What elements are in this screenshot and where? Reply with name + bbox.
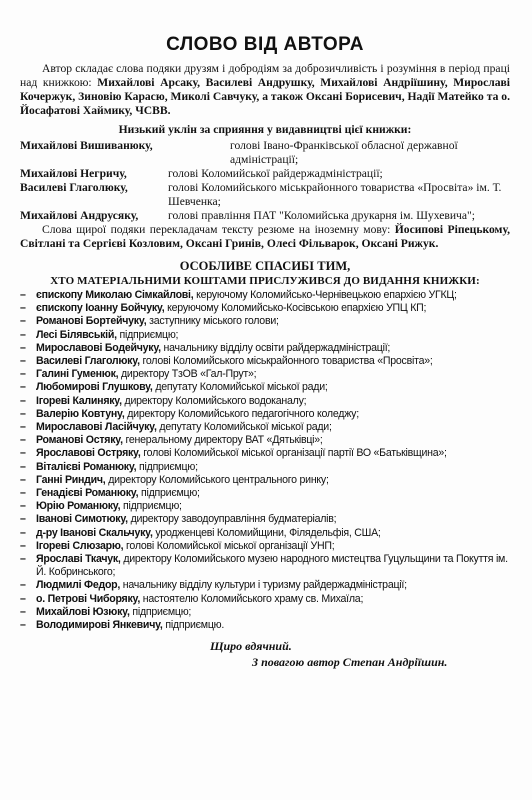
- dash-bullet-icon: –: [20, 315, 26, 328]
- donor-desc: депутату Коломийської міської ради;: [152, 381, 328, 394]
- donor-item: [20, 342, 510, 355]
- page-title: СЛОВО ВІД АВТОРА: [166, 34, 364, 55]
- donor-name: о. Петрові Чиборяку,: [36, 592, 141, 605]
- donor-desc: підприємцю;: [129, 605, 192, 618]
- donor-item: [20, 368, 510, 381]
- dash-bullet-icon: –: [20, 460, 26, 473]
- dash-bullet-icon: –: [20, 592, 26, 605]
- publisher-desc: голові Коломийської райдержадміністрації;: [168, 167, 383, 180]
- dash-bullet-icon: –: [20, 289, 26, 301]
- translators-names: Йосипові Ріпецькому, Світлані та Сергієві Козловим, Оксані Гринів, Олесі Фільварок, Оксані Рижук.: [20, 223, 510, 250]
- donor-desc: керуючому Коломийсько-Чернівецькою епархією УГКЦ;: [193, 289, 457, 301]
- donor-desc: голові Коломийської міської організації партії ВО «Батьківщина»;: [140, 447, 447, 460]
- donor-item: [20, 289, 510, 302]
- donor-name: Генадієві Романюку,: [36, 487, 139, 500]
- donor-name: Ігореві Калиняку,: [36, 394, 122, 407]
- donor-desc: голові Коломийської міської організації УНП;: [123, 539, 335, 552]
- donor-name: д-ру Іванові Скальчуку,: [36, 526, 153, 539]
- donor-name: Ярославові Остряку,: [36, 447, 141, 460]
- donor-item: [20, 500, 510, 513]
- donor-desc: заступнику міського голови;: [146, 315, 279, 328]
- donor-name: Валерію Ковтуну,: [36, 407, 125, 420]
- donor-item: [20, 408, 510, 421]
- donor-desc: начальнику відділу культури і туризму райдержадміністрації;: [120, 579, 407, 592]
- donor-item: [20, 513, 510, 526]
- donor-desc: начальнику відділу освіти райдержадміністрації;: [160, 341, 391, 354]
- donor-item: [20, 329, 510, 342]
- donor-name: Василеві Глаголюку,: [36, 355, 140, 368]
- dash-bullet-icon: –: [20, 434, 26, 447]
- donor-item: [20, 395, 510, 408]
- intro-names: Михайлові Арсаку, Василеві Андрушку, Михайлові Андріїшину, Мирославі Кочержук, Зиновію Карасю, Миколі Савчуку, а також Оксані Борисевич, Надії Матейко та о. Йосафатові Хаймику, ЧСВВ.: [20, 76, 510, 117]
- donor-name: Людмилі Федор,: [36, 579, 121, 592]
- dash-bullet-icon: –: [20, 539, 26, 552]
- publisher-desc: голові Івано-Франківської обласної державної адміністрації;: [230, 139, 458, 166]
- publisher-name: Михайлові Вишиванюку,: [20, 139, 153, 152]
- publisher-desc: голові правління ПАТ "Коломийська друкарня ім. Шухевича";: [168, 209, 475, 222]
- donor-item: [20, 540, 510, 553]
- publisher-desc: голові Коломийського міськрайонного товариства «Просвіта» ім. Т. Шевченка;: [168, 181, 502, 208]
- donor-desc: підприємцю;: [120, 500, 182, 513]
- closing-thanks: Щиро вдячний.: [210, 639, 292, 654]
- donor-desc: депутату Коломийської міської ради;: [156, 421, 332, 434]
- donor-name: Михайлові Юзюку,: [36, 605, 130, 618]
- dash-bullet-icon: –: [20, 407, 26, 420]
- dash-bullet-icon: –: [20, 473, 26, 486]
- translators-paragraph: [20, 223, 510, 251]
- donor-item: [20, 606, 510, 619]
- dash-bullet-icon: –: [20, 341, 26, 354]
- donor-desc: директору Коломийського музею народного мистецтва Гуцульщини та Покуття ім. Й. Кобринського;: [36, 553, 508, 579]
- donor-desc: генеральному директору ВАТ «Дятьківці»;: [122, 434, 323, 447]
- donor-name: Галині Гуменюк,: [36, 368, 119, 381]
- donor-name: Романові Бортейчуку,: [36, 315, 147, 328]
- donor-desc: директору ТзОВ «Гал-Прут»;: [118, 368, 257, 381]
- thanks-title: ОСОБЛИВЕ СПАСИБІ ТИМ,: [179, 259, 351, 273]
- intro-text: Автор складає слова подяки друзям і добродіям за доброзичливість і розуміння в період праці над книжкою:: [20, 62, 510, 89]
- donor-name: Володимирові Янкевичу,: [36, 619, 163, 632]
- donor-desc: директору Коломийського педагогічного коледжу;: [124, 407, 359, 420]
- donor-item: [20, 381, 510, 394]
- dash-bullet-icon: –: [20, 513, 26, 526]
- dash-bullet-icon: –: [20, 605, 26, 618]
- thanks-subtitle: ХТО МАТЕРІАЛЬНИМИ КОШТАМИ ПРИСЛУЖИВСЯ ДО ВИДАННЯ КНИЖКИ:: [50, 275, 480, 287]
- donor-item: [20, 355, 510, 368]
- dash-bullet-icon: –: [20, 619, 26, 632]
- dash-bullet-icon: –: [20, 553, 26, 566]
- donor-item: [20, 527, 510, 540]
- publisher-row: [20, 139, 510, 167]
- dash-bullet-icon: –: [20, 421, 26, 434]
- donor-name: єпископу Миколаю Сімкайлові,: [36, 289, 194, 301]
- donor-desc: директору заводоуправління будматеріалів;: [127, 513, 337, 526]
- dash-bullet-icon: –: [20, 487, 26, 500]
- donor-name: Ярославі Ткачук,: [36, 553, 121, 566]
- donor-item: [20, 474, 510, 487]
- donor-name: Віталієві Романюку,: [36, 460, 137, 473]
- donor-item: [20, 619, 510, 632]
- translators-text: Слова щирої подяки перекладачам тексту резюме на іноземну мову:: [42, 223, 395, 236]
- donor-desc: підприємцю.: [162, 619, 225, 632]
- dash-bullet-icon: –: [20, 579, 26, 592]
- donor-name: Мирославові Бодейчуку,: [36, 341, 161, 354]
- donor-name: Романові Остяку,: [36, 434, 123, 447]
- donor-desc: керуючому Коломийсько-Косівською епархією УПЦ КП;: [164, 302, 427, 315]
- dash-bullet-icon: –: [20, 368, 26, 381]
- donor-desc: директору Коломийського центрального ринку;: [105, 473, 329, 486]
- publishers-heading: Низький уклін за сприяння у видавництві цієї книжки:: [118, 123, 412, 136]
- donor-item: [20, 553, 510, 579]
- publisher-row: [20, 167, 510, 181]
- donor-desc: підприємцю;: [116, 328, 179, 341]
- author-signature: З повагою автор Степан Андріїшин.: [252, 655, 448, 670]
- publisher-name: Василеві Глаголюку,: [20, 181, 128, 194]
- donor-name: Ганні Риндич,: [36, 473, 106, 486]
- publisher-name: Михайлові Андрусяку,: [20, 209, 139, 222]
- donor-item: [20, 434, 510, 447]
- dash-bullet-icon: –: [20, 302, 26, 315]
- donor-item: [20, 487, 510, 500]
- donor-name: Мирославові Ласійчуку,: [36, 421, 157, 434]
- donor-desc: голові Коломийського міськрайонного товариства «Просвіта»;: [139, 355, 433, 368]
- publisher-row: [20, 181, 510, 209]
- publisher-row: [20, 209, 510, 223]
- donor-desc: настоятелю Коломийського храму св. Михаїла;: [140, 592, 364, 605]
- dash-bullet-icon: –: [20, 447, 26, 460]
- donor-name: Лесі Білявській,: [36, 328, 117, 341]
- donor-name: єпископу Іоанну Бойчуку,: [36, 302, 165, 315]
- donor-item: [20, 579, 510, 592]
- dash-bullet-icon: –: [20, 394, 26, 407]
- donor-name: Іванові Симотюку,: [36, 513, 128, 526]
- donor-item: [20, 421, 510, 434]
- donor-name: Любомирові Глушкову,: [36, 381, 153, 394]
- dash-bullet-icon: –: [20, 355, 26, 368]
- donor-desc: уродженцеві Коломийщини, Філядельфія, США;: [152, 526, 381, 539]
- dash-bullet-icon: –: [20, 328, 26, 341]
- donor-list: [20, 289, 510, 632]
- donor-item: [20, 315, 510, 328]
- donor-item: [20, 461, 510, 474]
- donor-name: Ігореві Слюзарю,: [36, 539, 124, 552]
- donor-item: [20, 593, 510, 606]
- donor-item: [20, 302, 510, 315]
- donor-desc: директору Коломийського водоканалу;: [121, 394, 307, 407]
- donor-name: Юрію Романюку,: [36, 500, 121, 513]
- dash-bullet-icon: –: [20, 526, 26, 539]
- donor-desc: підприємцю;: [136, 460, 198, 473]
- intro-paragraph: [20, 62, 510, 118]
- dash-bullet-icon: –: [20, 500, 26, 513]
- donor-desc: підприємцю;: [138, 487, 200, 500]
- donor-item: [20, 447, 510, 460]
- dash-bullet-icon: –: [20, 381, 26, 394]
- publisher-name: Михайлові Негричу,: [20, 167, 127, 180]
